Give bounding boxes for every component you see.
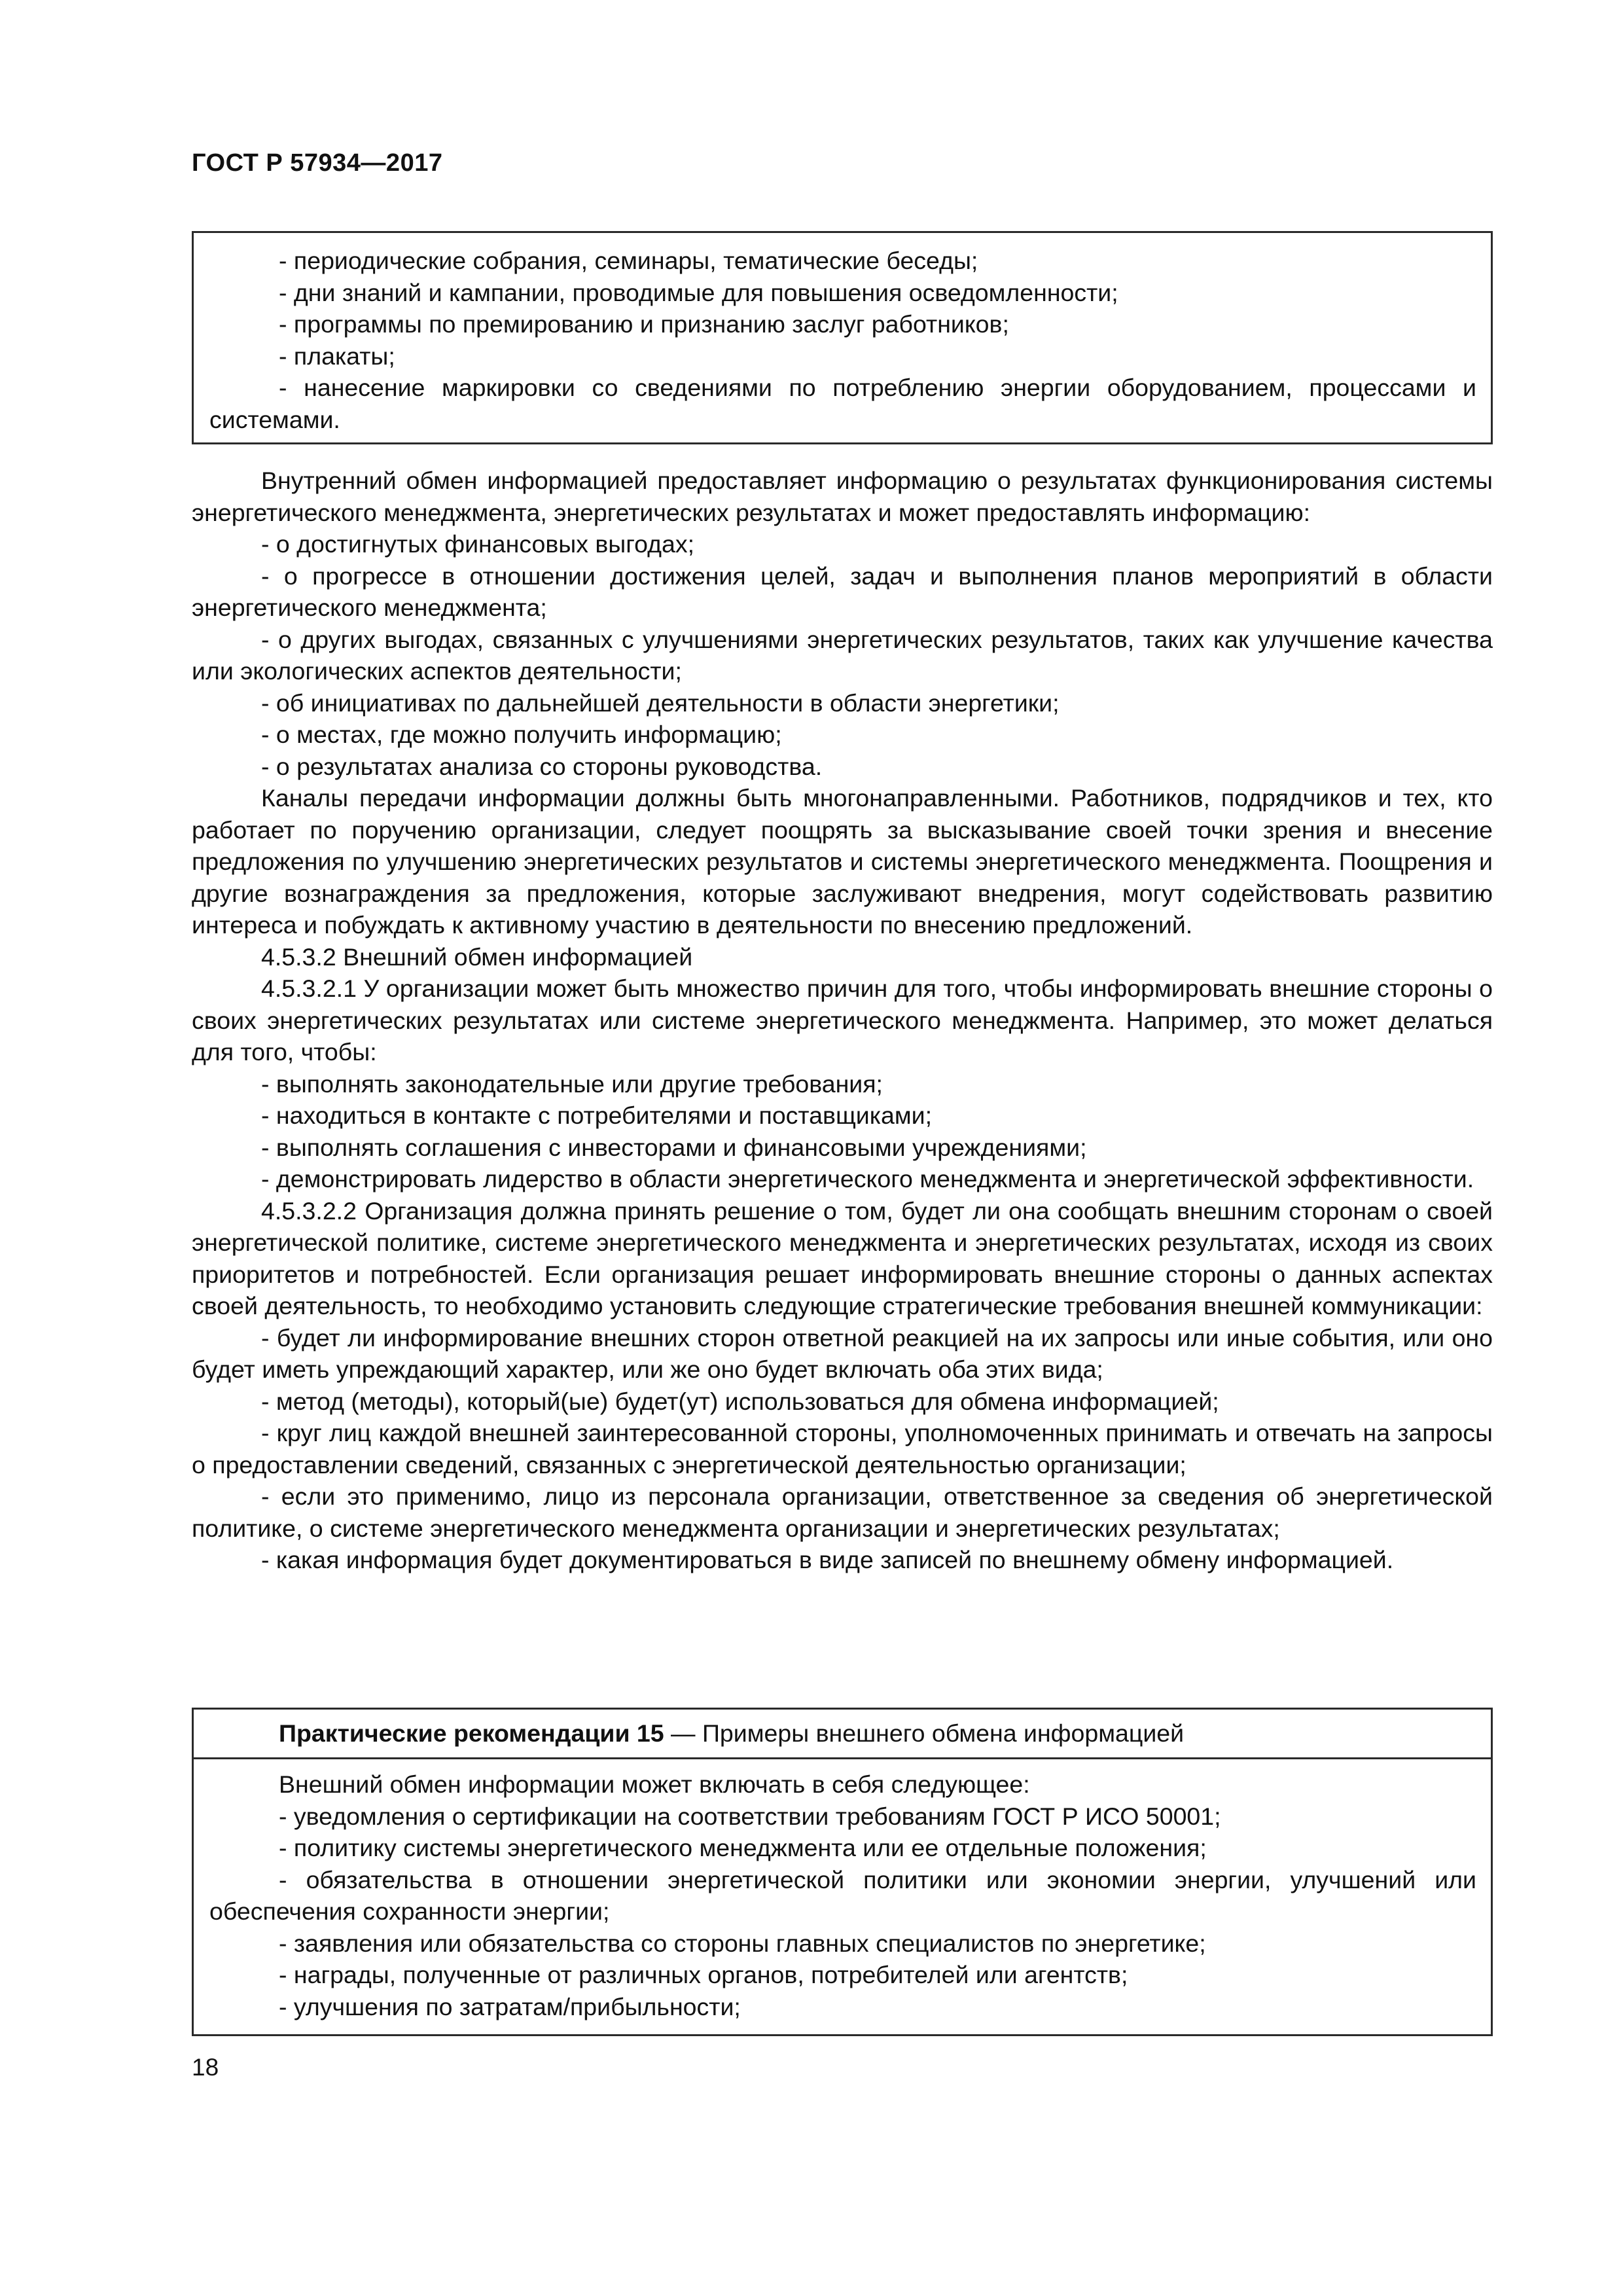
list-item: - о результатах анализа со стороны руководства.: [261, 752, 823, 780]
main-body: [192, 465, 1493, 1576]
list-item: - выполнять соглашения с инвесторами и финансовыми учреждениями;: [261, 1133, 1087, 1161]
box-list-item: - обязательства в отношении энергетической политики или экономии энергии, улучшений или обеспечения сохранности энергии;: [209, 1865, 1476, 1925]
section-heading: 4.5.3.2 Внешний обмен информацией: [261, 942, 693, 971]
box-heading: [194, 1710, 1491, 1759]
list-item: - о местах, где можно получить информацию;: [261, 721, 782, 748]
box-list-item: - политику системы энергетического менеджмента или ее отдельные положения;: [279, 1834, 1207, 1861]
examples-box-internal: [192, 231, 1493, 444]
list-item: - выполнять законодательные или другие требования;: [261, 1069, 883, 1098]
list-item: - метод (методы), который(ые) будет(ут) использоваться для обмена информацией;: [261, 1387, 1219, 1415]
box-content: [194, 1759, 1491, 2022]
practical-recommendations-box: [192, 1708, 1493, 2036]
list-item: - о других выгодах, связанных с улучшениями энергетических результатов, таких как улучшение качества или экологических аспектов деятельности;: [192, 625, 1493, 685]
paragraph: 4.5.3.2.2 Организация должна принять решение о том, будет ли она сообщать внешним сторонам о своей энергетической политике, системе энергетического менеджмента и энергетических результатах, исходя из своих приоритетов и потребностей. Если организация решает информировать внешние стороны о данных аспектах своей деятельность, то необходимо установить следующие стратегические требования внешней коммуникации:: [192, 1196, 1493, 1319]
list-item: - демонстрировать лидерство в области энергетического менеджмента и энергетической эффективности.: [261, 1165, 1474, 1193]
box-list-item: - улучшения по затратам/прибыльности;: [279, 1992, 741, 2020]
box-intro: Внешний обмен информации может включать в себя следующее:: [279, 1770, 1030, 1798]
box-list-item: - программы по премированию и признанию заслуг работников;: [279, 310, 1009, 338]
list-item: - об инициативах по дальнейшей деятельности в области энергетики;: [261, 689, 1060, 717]
box-list-item: - плакаты;: [279, 342, 395, 370]
box-heading-bold: Практические рекомендации 15: [279, 1719, 664, 1747]
paragraph: Внутренний обмен информацией предоставляет информацию о результатах функционирования системы энергетического менеджмента, энергетических результатах и может предоставлять информацию:: [192, 467, 1493, 526]
box-heading-rest: — Примеры внешнего обмена информацией: [664, 1719, 1185, 1747]
document-header: ГОСТ Р 57934—2017: [192, 149, 443, 177]
list-item: - будет ли информирование внешних сторон ответной реакцией на их запросы или иные события, или оно будет иметь упреждающий характер, или же оно будет включать оба этих вида;: [192, 1323, 1493, 1383]
page-number: 18: [192, 2054, 219, 2081]
box-list-item: - награды, полученные от различных органов, потребителей или агентств;: [279, 1961, 1128, 1988]
list-item: - если это применимо, лицо из персонала организации, ответственное за сведения об энергетической политике, о системе энергетического менеджмента организации и энергетических результатах;: [192, 1482, 1493, 1542]
box-heading-text: [209, 1717, 1476, 1749]
box-list-item: - нанесение маркировки со сведениями по потреблению энергии оборудованием, процессами и системами.: [209, 374, 1476, 433]
list-item: - находиться в контакте с потребителями и поставщиками;: [261, 1102, 932, 1129]
box-list-item: - дни знаний и кампании, проводимые для повышения осведомленности;: [279, 278, 1118, 306]
list-item: - о достигнутых финансовых выгодах;: [261, 530, 695, 558]
box-list-item: - заявления или обязательства со стороны главных специалистов по энергетике;: [279, 1929, 1206, 1957]
box-list-item: - уведомления о сертификации на соответствии требованиям ГОСТ Р ИСО 50001;: [279, 1802, 1221, 1830]
list-item: - круг лиц каждой внешней заинтересованной стороны, уполномоченных принимать и отвечать на запросы о предоставлении сведений, связанных с энергетической деятельностью организации;: [192, 1419, 1493, 1479]
list-item: - какая информация будет документироваться в виде записей по внешнему обмену информацией.: [261, 1546, 1394, 1573]
box-list-item: - периодические собрания, семинары, тематические беседы;: [279, 247, 978, 274]
paragraph: 4.5.3.2.1 У организации может быть множество причин для того, чтобы информировать внешние стороны о своих энергетических результатах или системе энергетического менеджмента. Например, это может делаться для того, чтобы:: [192, 975, 1493, 1066]
list-item: - о прогрессе в отношении достижения целей, задач и выполнения планов мероприятий в области энергетического менеджмента;: [192, 562, 1493, 621]
paragraph: Каналы передачи информации должны быть многонаправленными. Работников, подрядчиков и тех, кто работает по поручению организации, следует поощрять за высказывание своей точки зрения и внесение предложения по улучшению энергетических результатов и системы энергетического менеджмента. Поощрения и другие вознаграждения за предложения, которые заслуживают внедрения, могут содействовать развитию интереса и побуждать к активному участию в деятельности по внесению предложений.: [192, 784, 1493, 939]
